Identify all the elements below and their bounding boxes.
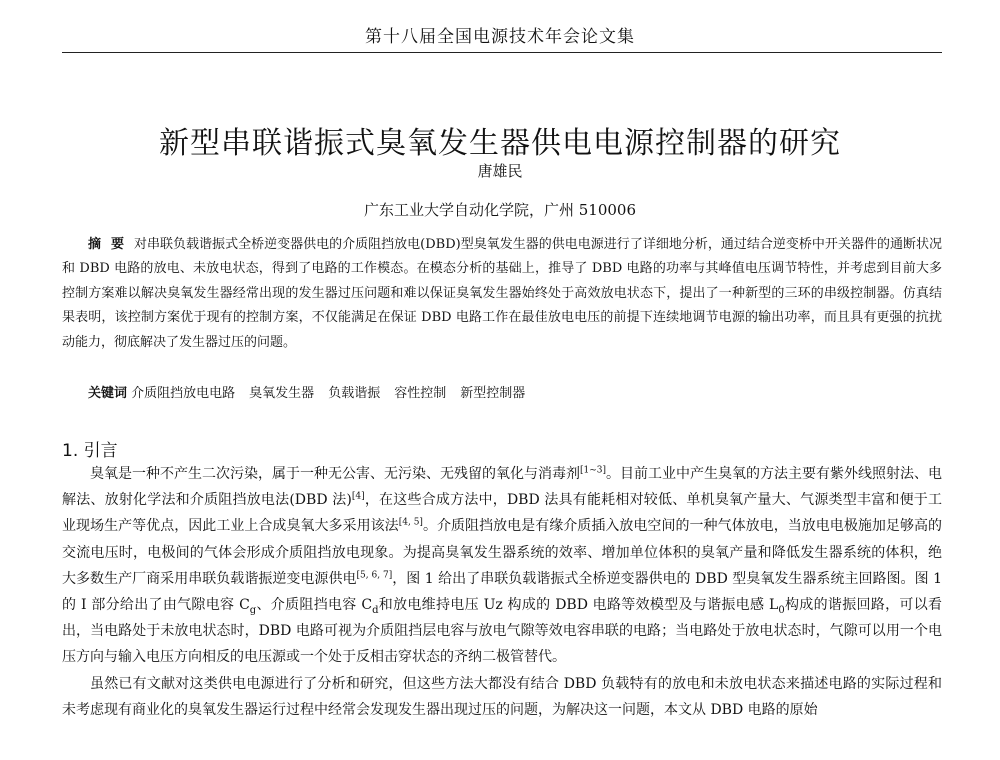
keywords-label: 关键词 xyxy=(88,386,128,401)
citation: [4, 5] xyxy=(398,517,423,528)
body-text xyxy=(62,461,942,723)
citation: [1~3] xyxy=(580,465,607,476)
author-affiliation: 广东工业大学自动化学院，广州 510006 xyxy=(363,201,637,219)
author-name: 唐雄民 xyxy=(477,162,523,180)
subscript: 0 xyxy=(778,604,785,616)
keyword-item: 介质阻挡放电电路 xyxy=(131,386,236,401)
abstract-text: 对串联负载谐振式全桥逆变器供电的介质阻挡放电(DBD)型臭氧发生器的供电电源进行了详细地分析，通过结合逆变桥中开关器件的通断状况和 DBD 电路的放电、未放电状态，得到了电路的工作模态。在模态分析的基础上，推导了 DBD 电路的功率与其峰值电压调节特性，并考虑到目前大多控制方案难以解决臭氧发生器经常出现的发生器过压问题和难以保证臭氧发生器始终处于高效放电状态下，提出了一种新型的三环的串级控制器。仿真结果表明，该控制方案优于现有的控制方案，不仅能满足在保证 DBD 电路工作在最佳放电电压的前提下连续地调节电源的输出功率，而且具有更强的抗扰动能力，彻底解决了发生器过压的问题。 xyxy=(62,237,942,350)
text-span: 和放电维持电压 Uz 构成的 DBD 电路等效模型及与谐振电感 L xyxy=(378,597,779,614)
body-paragraph: 虽然已有文献对这类供电电源进行了分析和研究，但这些方法大都没有结合 DBD 负载特有的放电和未放电状态来描述电路的实际过程和未考虑现有商业化的臭氧发生器运行过程中经常会发现发生器出现过压的问题，为解决这一问题，本文从 DBD 电路的原始 xyxy=(62,675,942,718)
text-span: 构成的谐振回路，可以看出，当电路处于未放电状态时，DBD 电路可视为介质阻挡层电容与放电气隙等效电容串联的电路；当电路处于放电状态时，气隙可以用一个电压方向与输入电压方向相反的电压源或一个处于反相击穿状态的齐纳二极管替代。 xyxy=(62,597,942,666)
text-span: 。目前工业中产生臭氧的方法主要有紫外线照射法、电解法、放射化学法和介质阻挡放电法(DBD 法) xyxy=(62,466,943,509)
keyword-item: 负载谐振 xyxy=(328,386,381,401)
subscript: g xyxy=(249,604,257,616)
keywords xyxy=(62,382,942,401)
keyword-item: 臭氧发生器 xyxy=(249,386,315,401)
text-span: ，在这些合成方法中，DBD 法具有能耗相对较低、单机臭氧产量大、气源类型丰富和便于工业现场生产等优点，因此工业上合成臭氧大多采用该法 xyxy=(62,492,942,535)
paper-title: 新型串联谐振式臭氧发生器供电电源控制器的研究 xyxy=(159,126,841,162)
citation: [5, 6, 7] xyxy=(356,570,393,581)
keyword-item: 新型控制器 xyxy=(460,386,526,401)
subscript: d xyxy=(372,604,379,616)
abstract-label: 摘要 xyxy=(88,237,135,252)
running-header: 第十八届全国电源技术年会论文集 xyxy=(365,27,635,47)
header-rule xyxy=(62,52,942,53)
text-span: 臭氧是一种不产生二次污染，属于一种无公害、无污染、无残留的氧化与消毒剂 xyxy=(90,466,580,482)
keyword-item: 容性控制 xyxy=(394,386,447,401)
text-span: 、介质阻挡电容 C xyxy=(256,597,373,614)
text-span: 。介质阻挡放电是有缘介质插入放电空间的一种气体放电，当放电电极施加足够高的交流电压时，电极间的气体会形成介质阻挡放电现象。为提高臭氧发生器系统的效率、增加单位体积的臭氧产量和降低发生器系统的体积，绝大多数生产厂商采用串联负载谐振逆变电源供电 xyxy=(62,518,943,587)
keywords-list xyxy=(131,386,539,401)
text-span: ，图 1 给出了串联负载谐振式全桥逆变器供电的 DBD 型臭氧发生器系统主回路图。图 1 的 I 部分给出了由气隙电容 C xyxy=(62,570,942,614)
body-paragraph xyxy=(62,461,942,671)
abstract xyxy=(62,233,942,355)
section-heading-introduction: 1. 引言 xyxy=(62,441,118,461)
citation: [4] xyxy=(351,491,365,502)
